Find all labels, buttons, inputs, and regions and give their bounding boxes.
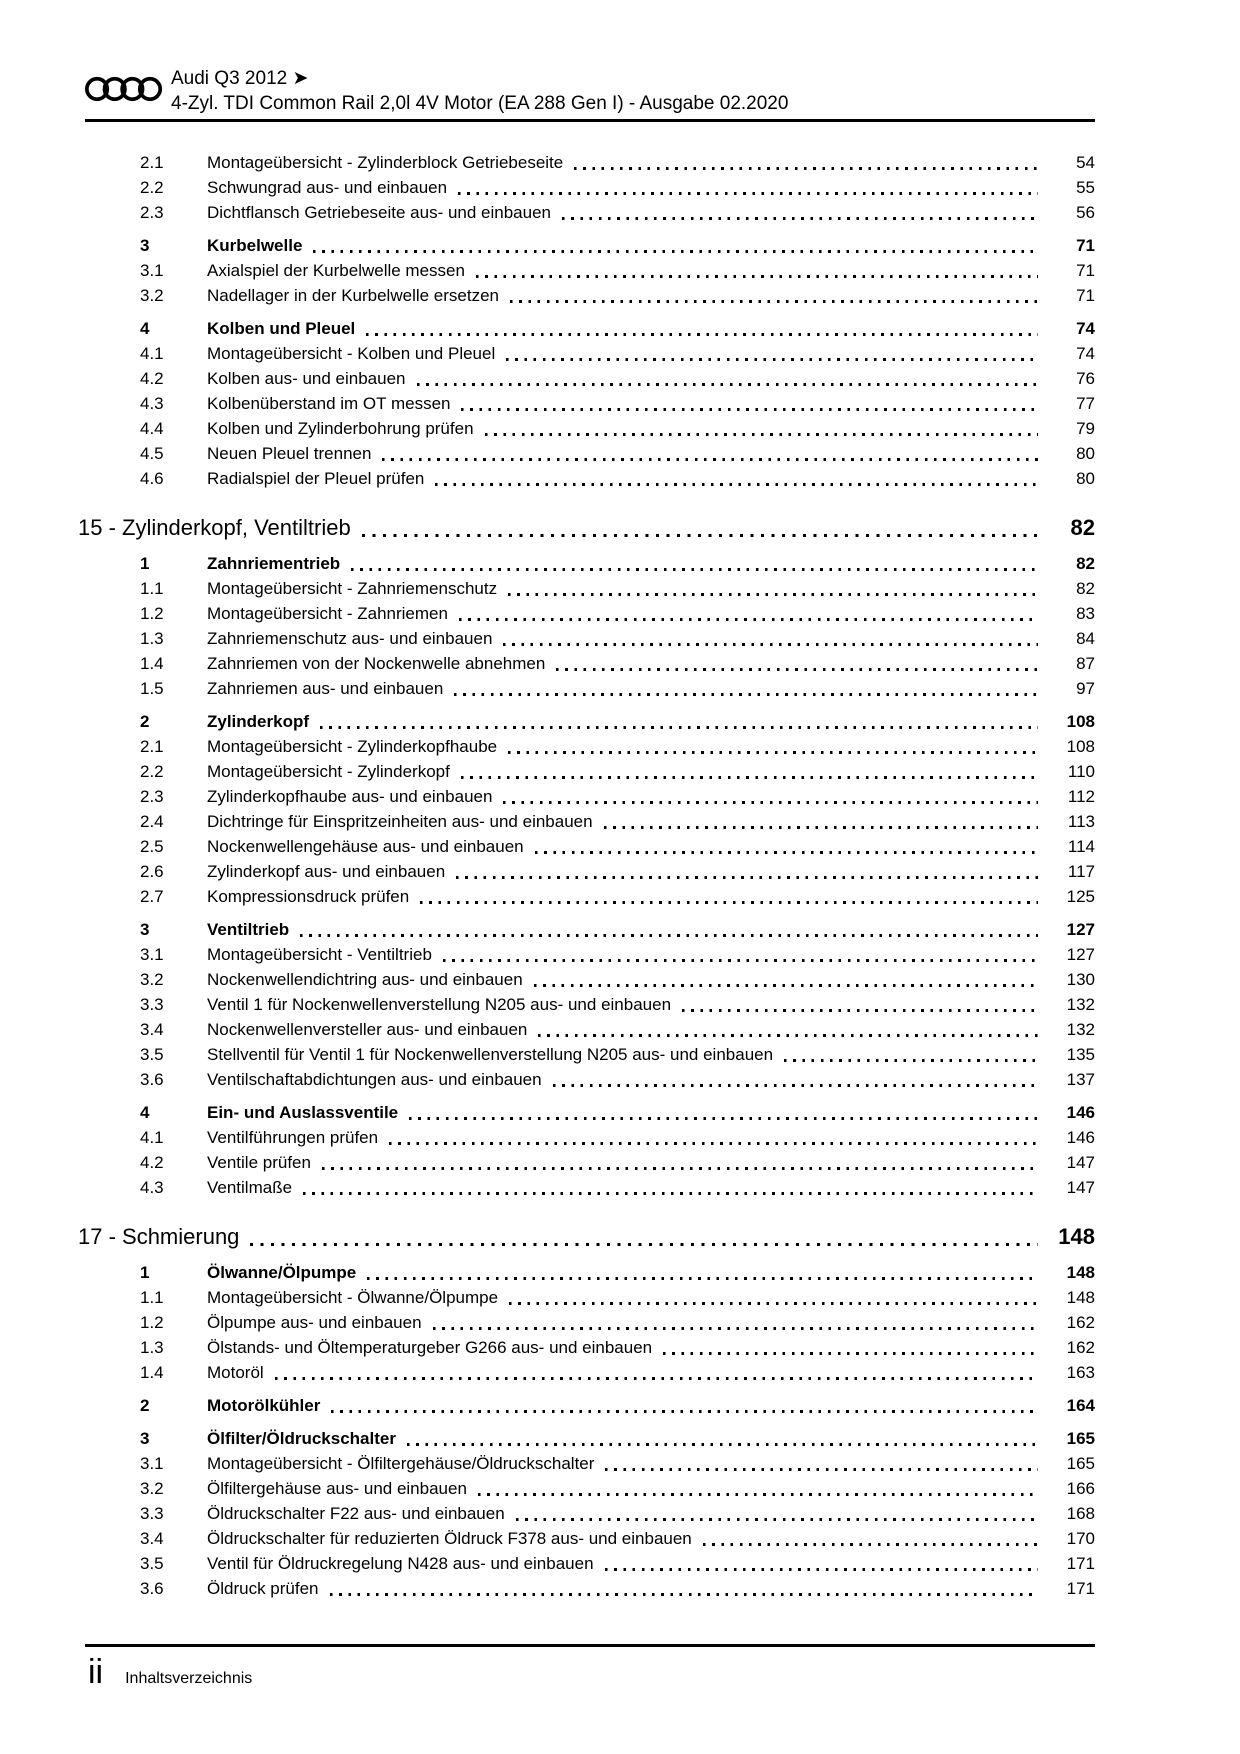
- toc-entry-page: 171: [1066, 1579, 1095, 1598]
- toc-entry: [85, 416, 1095, 441]
- footer-section-label: Inhaltsverzeichnis: [125, 1670, 253, 1687]
- toc-entry: [85, 576, 1095, 601]
- toc-entry-page: 146: [1066, 1128, 1095, 1147]
- dot-leader: [458, 192, 1038, 195]
- toc-entry-page: 147: [1066, 1153, 1095, 1172]
- toc-entry: [85, 626, 1095, 651]
- toc-entry-page: 170: [1066, 1529, 1095, 1548]
- toc-entry-number: 4.2: [140, 369, 164, 388]
- toc-entry-page: 108: [1066, 712, 1095, 731]
- toc-entry-page: 163: [1066, 1363, 1095, 1382]
- toc-entry: [85, 884, 1095, 909]
- toc-entry-title: Ölfilter/Öldruckschalter: [207, 1429, 396, 1448]
- toc-entry-title: 15 - Zylinderkopf, Ventiltrieb: [78, 515, 351, 540]
- toc-entry-title: Ventile prüfen: [207, 1153, 311, 1172]
- toc-entry-number: 3.1: [140, 261, 164, 280]
- toc-entry-title: Kolben und Zylinderbohrung prüfen: [207, 419, 474, 438]
- dot-leader: [330, 1593, 1039, 1596]
- toc-entry-title: Nockenwellendichtring aus- und einbauen: [207, 970, 523, 989]
- toc-group-entry: [85, 1100, 1095, 1125]
- toc-entry: [85, 1335, 1095, 1360]
- footer-page-number: ii: [88, 1653, 104, 1691]
- dot-leader: [443, 959, 1038, 962]
- toc-entry-title: Montageübersicht - Ventiltrieb: [207, 945, 432, 964]
- toc-entry-title: Axialspiel der Kurbelwelle messen: [207, 261, 465, 280]
- toc-entry: [85, 942, 1095, 967]
- toc-entry: [85, 784, 1095, 809]
- toc-entry: [85, 341, 1095, 366]
- dot-leader: [313, 250, 1038, 253]
- toc-entry-number: 2.2: [140, 762, 164, 781]
- toc-entry-number: 2: [140, 1396, 150, 1415]
- toc-group-entry: [85, 1426, 1095, 1451]
- toc-entry-title: Schwungrad aus- und einbauen: [207, 178, 448, 197]
- toc-entry-number: 4.1: [140, 1128, 164, 1147]
- toc-entry-title: Montageübersicht - Ölfiltergehäuse/Öldruckschalter: [207, 1454, 595, 1473]
- dot-leader: [433, 1327, 1038, 1330]
- toc-entry-title: Kolben und Pleuel: [207, 319, 356, 338]
- toc-entry-number: 3.3: [140, 995, 164, 1014]
- audi-rings-icon: [85, 72, 163, 106]
- dot-leader: [417, 383, 1039, 386]
- toc-entry-number: 2: [140, 712, 150, 731]
- toc-entry-number: 1: [140, 554, 150, 573]
- toc-entry: [85, 809, 1095, 834]
- dot-leader: [508, 751, 1038, 754]
- toc-entry-number: 4.2: [140, 1153, 164, 1172]
- toc-entry: [85, 150, 1095, 175]
- toc-entry: [85, 992, 1095, 1017]
- toc-entry-page: 130: [1066, 970, 1095, 989]
- toc-entry: [85, 1310, 1095, 1335]
- dot-leader: [604, 826, 1038, 829]
- dot-leader: [562, 217, 1038, 220]
- toc-entry-page: 80: [1076, 469, 1095, 488]
- toc-entry: [85, 859, 1095, 884]
- dot-leader: [320, 726, 1038, 729]
- toc-entry-number: 1: [140, 1263, 150, 1282]
- toc-entry-title: Ventilmaße: [207, 1178, 293, 1197]
- dot-leader: [420, 901, 1038, 904]
- dot-leader: [409, 1117, 1038, 1120]
- toc-entry-number: 3: [140, 920, 150, 939]
- toc-entry: [85, 391, 1095, 416]
- footer-divider: [85, 1644, 1095, 1647]
- toc-entry-title: Montageübersicht - Zahnriemenschutz: [207, 579, 498, 598]
- toc-entry-title: Kurbelwelle: [207, 236, 303, 255]
- dot-leader: [510, 300, 1038, 303]
- toc-entry-title: Ölwanne/Ölpumpe: [207, 1263, 357, 1282]
- toc-entry: [85, 1360, 1095, 1385]
- dot-leader: [407, 1443, 1038, 1446]
- toc-entry-page: 82: [1076, 554, 1095, 573]
- toc-entry-title: Motorölkühler: [207, 1396, 321, 1415]
- header-divider: [85, 119, 1095, 122]
- toc-entry-number: 3.2: [140, 286, 164, 305]
- toc-entry: [85, 834, 1095, 859]
- toc-entry-page: 74: [1076, 319, 1095, 338]
- dot-leader: [535, 851, 1038, 854]
- toc-entry-title: Neuen Pleuel trennen: [207, 444, 372, 463]
- toc-entry-title: Montageübersicht - Kolben und Pleuel: [207, 344, 496, 363]
- toc-entry-number: 2.3: [140, 787, 164, 806]
- toc-entry-page: 148: [1066, 1288, 1095, 1307]
- page-footer: [88, 1652, 252, 1692]
- toc-entry-number: 1.3: [140, 629, 164, 648]
- toc-entry: [85, 1451, 1095, 1476]
- toc-entry-title: Öldruck prüfen: [207, 1579, 319, 1598]
- dot-leader: [461, 776, 1038, 779]
- toc-group-entry: [85, 1393, 1095, 1418]
- dot-leader: [556, 668, 1038, 671]
- toc-entry-number: 1.5: [140, 679, 164, 698]
- toc-entry-title: Radialspiel der Pleuel prüfen: [207, 469, 425, 488]
- toc-entry-number: 4.5: [140, 444, 164, 463]
- toc-group-entry: [85, 233, 1095, 258]
- toc-entry-page: 165: [1066, 1429, 1095, 1448]
- toc-entry-page: 165: [1066, 1454, 1095, 1473]
- toc-entry-number: 4: [140, 1103, 150, 1122]
- dot-leader: [663, 1352, 1038, 1355]
- toc-entry-page: 108: [1066, 737, 1095, 756]
- toc-entry-page: 82: [1076, 579, 1095, 598]
- toc-entry-title: Kolben aus- und einbauen: [207, 369, 406, 388]
- dot-leader: [503, 801, 1038, 804]
- dot-leader: [478, 1493, 1038, 1496]
- toc-entry-title: Nockenwellengehäuse aus- und einbauen: [207, 837, 524, 856]
- toc-entry-number: 3.5: [140, 1554, 164, 1573]
- toc-entry-title: Montageübersicht - Zylinderblock Getriebeseite: [207, 153, 564, 172]
- toc-entry-title: Nockenwellenversteller aus- und einbauen: [207, 1020, 528, 1039]
- toc-entry-number: 4.3: [140, 394, 164, 413]
- page-header: [85, 66, 1155, 116]
- dot-leader: [703, 1543, 1038, 1546]
- dot-leader: [574, 167, 1038, 170]
- toc-entry-number: 4: [140, 319, 150, 338]
- toc-entry-title: Zylinderkopfhaube aus- und einbauen: [207, 787, 493, 806]
- toc-entry-page: 74: [1076, 344, 1095, 363]
- toc-entry-page: 112: [1067, 787, 1095, 806]
- toc-entry-number: 2.5: [140, 837, 164, 856]
- toc-entry-page: 79: [1076, 419, 1095, 438]
- dot-leader: [303, 1192, 1038, 1195]
- toc-entry-page: 54: [1076, 153, 1095, 172]
- toc-entry: [85, 258, 1095, 283]
- dot-leader: [456, 876, 1038, 879]
- toc-entry-page: 55: [1076, 178, 1095, 197]
- toc-entry-title: Nadellager in der Kurbelwelle ersetzen: [207, 286, 499, 305]
- toc-entry-title: Kompressionsdruck prüfen: [207, 887, 410, 906]
- toc-entry-page: 146: [1066, 1103, 1095, 1122]
- toc-entry-page: 148: [1058, 1224, 1095, 1249]
- toc-entry-number: 3.4: [140, 1529, 164, 1548]
- dot-leader: [300, 934, 1038, 937]
- toc-entry-page: 71: [1076, 261, 1095, 280]
- toc-chapter-heading: [78, 1221, 1095, 1252]
- toc-entry-title: Montageübersicht - Zahnriemen: [207, 604, 448, 623]
- toc-entry-number: 1.1: [140, 1288, 164, 1307]
- toc-entry-page: 97: [1076, 679, 1095, 698]
- header-engine-line: 4-Zyl. TDI Common Rail 2,0l 4V Motor (EA 288 Gen I) - Ausgabe 02.2020: [171, 93, 789, 114]
- toc-entry-number: 3: [140, 236, 150, 255]
- dot-leader: [461, 408, 1038, 411]
- dot-leader: [516, 1518, 1038, 1521]
- dot-leader: [534, 984, 1038, 987]
- toc-entry-title: Ventiltrieb: [207, 920, 290, 939]
- toc-entry-page: 127: [1066, 920, 1095, 939]
- toc-entry-number: 1.2: [140, 604, 164, 623]
- toc-entry-title: Ventil für Öldruckregelung N428 aus- und einbauen: [207, 1554, 594, 1573]
- toc-entry-title: Ölfiltergehäuse aus- und einbauen: [207, 1479, 467, 1498]
- toc-list: [78, 150, 1095, 1601]
- dot-leader: [322, 1167, 1038, 1170]
- dot-leader: [508, 593, 1038, 596]
- toc-entry-page: 135: [1066, 1045, 1095, 1064]
- toc-entry: [85, 366, 1095, 391]
- toc-entry-title: Ventil 1 für Nockenwellenverstellung N205 aus- und einbauen: [207, 995, 672, 1014]
- toc-entry-number: 1.4: [140, 654, 164, 673]
- toc-entry: [85, 1175, 1095, 1200]
- toc-group-entry: [85, 709, 1095, 734]
- toc-entry: [85, 759, 1095, 784]
- toc-entry-page: 171: [1066, 1554, 1095, 1573]
- toc-entry: [85, 1017, 1095, 1042]
- toc-chapter-heading: [78, 512, 1095, 543]
- toc-entry-title: Ölpumpe aus- und einbauen: [207, 1313, 422, 1332]
- dot-leader: [435, 483, 1038, 486]
- toc-entry-number: 3.6: [140, 1070, 164, 1089]
- toc-group-entry: [85, 1260, 1095, 1285]
- toc-entry-page: 168: [1066, 1504, 1095, 1523]
- toc-entry-number: 2.1: [140, 737, 164, 756]
- toc-entry: [85, 967, 1095, 992]
- toc-entry-title: Zahnriementrieb: [207, 554, 341, 573]
- dot-leader: [682, 1009, 1038, 1012]
- toc-entry-number: 3.1: [140, 1454, 164, 1473]
- toc-entry: [85, 1285, 1095, 1310]
- dot-leader: [538, 1034, 1038, 1037]
- toc-entry-title: Stellventil für Ventil 1 für Nockenwellenverstellung N205 aus- und einbauen: [207, 1045, 774, 1064]
- toc-entry-page: 166: [1066, 1479, 1095, 1498]
- dot-leader: [605, 1568, 1038, 1571]
- toc-entry-title: Ventilführungen prüfen: [207, 1128, 379, 1147]
- toc-entry-number: 1.2: [140, 1313, 164, 1332]
- toc-entry-page: 56: [1076, 203, 1095, 222]
- toc-entry: [85, 466, 1095, 491]
- toc-entry-title: Zylinderkopf: [207, 712, 310, 731]
- toc-entry: [85, 1042, 1095, 1067]
- dot-leader: [382, 458, 1038, 461]
- toc-entry-page: 125: [1066, 887, 1095, 906]
- dot-leader: [476, 275, 1038, 278]
- toc-entry-number: 3.2: [140, 1479, 164, 1498]
- toc-entry-page: 137: [1066, 1070, 1095, 1089]
- toc-entry-page: 110: [1067, 762, 1095, 781]
- toc-entry-title: Zahnriemen aus- und einbauen: [207, 679, 444, 698]
- toc-entry-page: 132: [1066, 995, 1095, 1014]
- toc-entry-page: 80: [1076, 444, 1095, 463]
- toc-entry-page: 87: [1076, 654, 1095, 673]
- toc-entry: [85, 676, 1095, 701]
- toc-entry-number: 1.3: [140, 1338, 164, 1357]
- toc-entry-number: 2.2: [140, 178, 164, 197]
- toc-entry-number: 2.6: [140, 862, 164, 881]
- toc-entry-page: 82: [1070, 515, 1095, 540]
- toc-entry-page: 71: [1076, 286, 1095, 305]
- dot-leader: [509, 1302, 1038, 1305]
- dot-leader: [362, 534, 1038, 537]
- toc-entry: [85, 441, 1095, 466]
- toc-entry-number: 4.6: [140, 469, 164, 488]
- toc-entry-number: 3.4: [140, 1020, 164, 1039]
- toc-entry-title: Montageübersicht - Ölwanne/Ölpumpe: [207, 1288, 499, 1307]
- toc-entry: [85, 1125, 1095, 1150]
- toc-entry-page: 147: [1066, 1178, 1095, 1197]
- toc-entry: [85, 200, 1095, 225]
- toc-group-entry: [85, 917, 1095, 942]
- toc-group-entry: [85, 316, 1095, 341]
- toc-entry-page: 117: [1067, 862, 1095, 881]
- toc-entry-number: 3.1: [140, 945, 164, 964]
- dot-leader: [367, 1277, 1038, 1280]
- dot-leader: [351, 568, 1038, 571]
- toc-entry-page: 127: [1066, 945, 1095, 964]
- toc-entry-number: 3.2: [140, 970, 164, 989]
- toc-entry-number: 3.5: [140, 1045, 164, 1064]
- toc-entry-title: Kolbenüberstand im OT messen: [207, 394, 451, 413]
- toc-entry-number: 3: [140, 1429, 150, 1448]
- dot-leader: [366, 333, 1038, 336]
- toc-entry-title: Dichtflansch Getriebeseite aus- und einbauen: [207, 203, 551, 222]
- dot-leader: [331, 1410, 1038, 1413]
- toc-entry-title: Zahnriemen von der Nockenwelle abnehmen: [207, 654, 546, 673]
- toc-entry: [85, 175, 1095, 200]
- toc-entry: [85, 1526, 1095, 1551]
- toc-entry-number: 2.1: [140, 153, 164, 172]
- toc-entry-page: 162: [1066, 1313, 1095, 1332]
- toc-entry-page: 148: [1066, 1263, 1095, 1282]
- toc-entry-number: 2.4: [140, 812, 164, 831]
- toc-entry-page: 114: [1067, 837, 1095, 856]
- toc-entry-page: 77: [1076, 394, 1095, 413]
- toc-entry: [85, 1501, 1095, 1526]
- toc-entry-page: 113: [1067, 812, 1095, 831]
- dot-leader: [506, 358, 1038, 361]
- toc-entry-title: Dichtringe für Einspritzeinheiten aus- und einbauen: [207, 812, 593, 831]
- toc-entry-title: Zahnriemenschutz aus- und einbauen: [207, 629, 493, 648]
- toc-group-entry: [85, 551, 1095, 576]
- toc-entry: [85, 651, 1095, 676]
- toc-entry: [85, 734, 1095, 759]
- dot-leader: [454, 693, 1038, 696]
- toc-entry-title: 17 - Schmierung: [78, 1224, 240, 1249]
- toc-entry-page: 162: [1066, 1338, 1095, 1357]
- dot-leader: [250, 1243, 1038, 1246]
- toc-entry-title: Zylinderkopf aus- und einbauen: [207, 862, 446, 881]
- header-model-line: Audi Q3 2012 ➤: [171, 68, 309, 89]
- toc-entry-number: 2.7: [140, 887, 164, 906]
- dot-leader: [503, 643, 1038, 646]
- toc-entry: [85, 1576, 1095, 1601]
- toc-entry-title: Ölstands- und Öltemperaturgeber G266 aus- und einbauen: [207, 1338, 653, 1357]
- toc-entry-title: Öldruckschalter F22 aus- und einbauen: [207, 1504, 505, 1523]
- toc-entry-page: 76: [1076, 369, 1095, 388]
- toc-entry: [85, 1150, 1095, 1175]
- dot-leader: [459, 618, 1038, 621]
- toc-entry: [85, 1476, 1095, 1501]
- toc-entry-page: 83: [1076, 604, 1095, 623]
- toc-entry-page: 84: [1076, 629, 1095, 648]
- toc-entry-number: 3.6: [140, 1579, 164, 1598]
- toc-entry-number: 4.3: [140, 1178, 164, 1197]
- toc-entry-number: 2.3: [140, 203, 164, 222]
- toc-entry: [85, 1067, 1095, 1092]
- toc-entry-title: Ein- und Auslassventile: [207, 1103, 399, 1122]
- toc-entry-number: 4.4: [140, 419, 164, 438]
- toc-entry: [85, 283, 1095, 308]
- dot-leader: [389, 1142, 1038, 1145]
- toc-entry: [85, 1551, 1095, 1576]
- toc-entry: [85, 601, 1095, 626]
- toc-entry-page: 71: [1076, 236, 1095, 255]
- toc-entry-number: 4.1: [140, 344, 164, 363]
- toc-entry-title: Öldruckschalter für reduzierten Öldruck F378 aus- und einbauen: [207, 1529, 692, 1548]
- toc-entry-title: Montageübersicht - Zylinderkopf: [207, 762, 450, 781]
- dot-leader: [605, 1468, 1038, 1471]
- toc-entry-number: 1.1: [140, 579, 164, 598]
- toc-entry-title: Ventilschaftabdichtungen aus- und einbauen: [207, 1070, 542, 1089]
- dot-leader: [784, 1059, 1038, 1062]
- dot-leader: [485, 433, 1038, 436]
- dot-leader: [553, 1084, 1038, 1087]
- toc-entry-number: 1.4: [140, 1363, 164, 1382]
- dot-leader: [275, 1377, 1038, 1380]
- toc-entry-title: Montageübersicht - Zylinderkopfhaube: [207, 737, 498, 756]
- toc-entry-page: 132: [1066, 1020, 1095, 1039]
- toc-entry-number: 3.3: [140, 1504, 164, 1523]
- toc-entry-title: Motoröl: [207, 1363, 264, 1382]
- toc-entry-page: 164: [1066, 1396, 1095, 1415]
